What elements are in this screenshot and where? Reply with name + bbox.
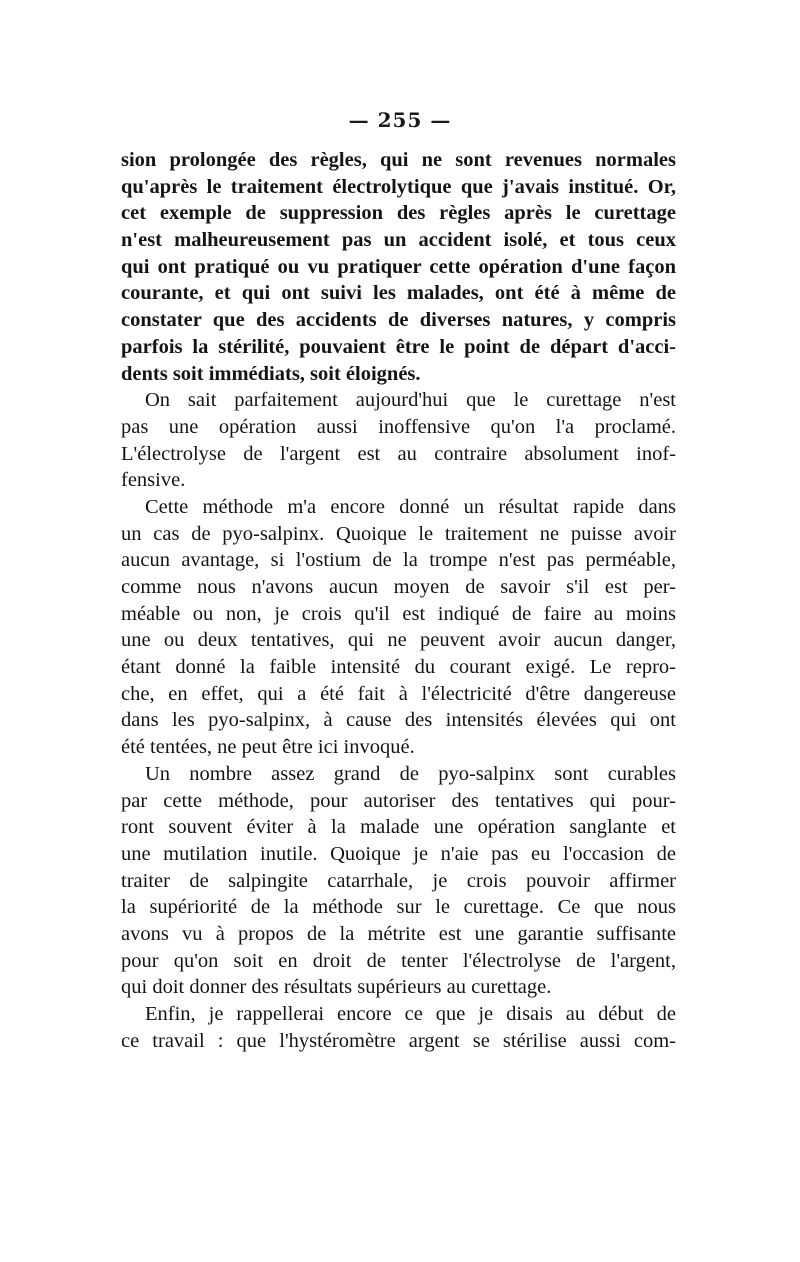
text-line: avons vu à propos de la métrite est une garantie suffisante xyxy=(121,922,676,945)
text-line: Enfin, je rappellerai encore ce que je disais au début de xyxy=(145,1003,676,1025)
text-line: traiter de salpingite catarrhale, je crois pouvoir affirmer xyxy=(121,869,676,892)
text-line: une ou deux tentatives, qui ne peuvent avoir aucun danger, xyxy=(121,629,676,652)
text-line: pour qu'on soit en droit de tenter l'électrolyse de l'argent, xyxy=(121,949,676,972)
text-line: fensive. xyxy=(121,469,186,492)
text-line: qui ont pratiqué ou vu pratiquer cette opération d'une façon xyxy=(121,255,676,278)
text-line: qui doit donner des résultats supérieurs au curettage. xyxy=(121,976,552,999)
text-line: par cette méthode, pour autoriser des tentatives qui pour- xyxy=(121,789,676,812)
text-line: été tentées, ne peut être ici invoqué. xyxy=(121,736,415,759)
text-line: pas une opération aussi inoffensive qu'on l'a proclamé. xyxy=(121,415,676,438)
text-line: Cette méthode m'a encore donné un résultat rapide dans xyxy=(145,495,676,518)
text-line: ront souvent éviter à la malade une opération sanglante et xyxy=(121,816,676,839)
text-line: che, en effet, qui a été fait à l'électricité d'être dangereuse xyxy=(121,682,676,705)
text-line: qu'après le traitement électrolytique que j'avais institué. Or, xyxy=(121,175,676,198)
text-line: aucun avantage, si l'ostium de la trompe n'est pas perméable, xyxy=(121,549,676,572)
text-line: courante, et qui ont suivi les malades, ont été à même de xyxy=(121,282,676,305)
text-line: Un nombre assez grand de pyo-salpinx sont curables xyxy=(145,762,676,785)
text-line: méable ou non, je crois qu'il est indiqué de faire au moins xyxy=(121,602,676,625)
text-line: constater que des accidents de diverses natures, y compris xyxy=(121,309,676,332)
text-line: On sait parfaitement aujourd'hui que le curettage n'est xyxy=(145,389,676,412)
text-line: une mutilation inutile. Quoique je n'aie pas eu l'occasion de xyxy=(121,842,676,865)
text-line: n'est malheureusement pas un accident isolé, et tous ceux xyxy=(121,229,676,252)
text-line: étant donné la faible intensité du courant exigé. Le repro- xyxy=(121,656,676,679)
text-line: la supériorité de la méthode sur le curettage. Ce que nous xyxy=(121,896,676,919)
text-line: un cas de pyo-salpinx. Quoique le traitement ne puisse avoir xyxy=(121,522,676,545)
text-line: sion prolongée des règles, qui ne sont revenues normales xyxy=(121,149,676,171)
body-text xyxy=(121,147,676,1054)
text-line: L'électrolyse de l'argent est au contraire absolument inof- xyxy=(121,442,676,465)
text-line: dents soit immédiats, soit éloignés. xyxy=(121,362,421,385)
text-line: ce travail : que l'hystéromètre argent se stérilise aussi com- xyxy=(121,1029,676,1052)
page-number: — 255 — xyxy=(348,108,452,132)
text-line: dans les pyo-salpinx, à cause des intensités élevées qui ont xyxy=(121,709,676,732)
text-line: parfois la stérilité, pouvaient être le point de départ d'acci- xyxy=(121,335,676,358)
text-line: cet exemple de suppression des règles après le curettage xyxy=(121,202,676,225)
text-line: comme nous n'avons aucun moyen de savoir s'il est per- xyxy=(121,576,676,598)
